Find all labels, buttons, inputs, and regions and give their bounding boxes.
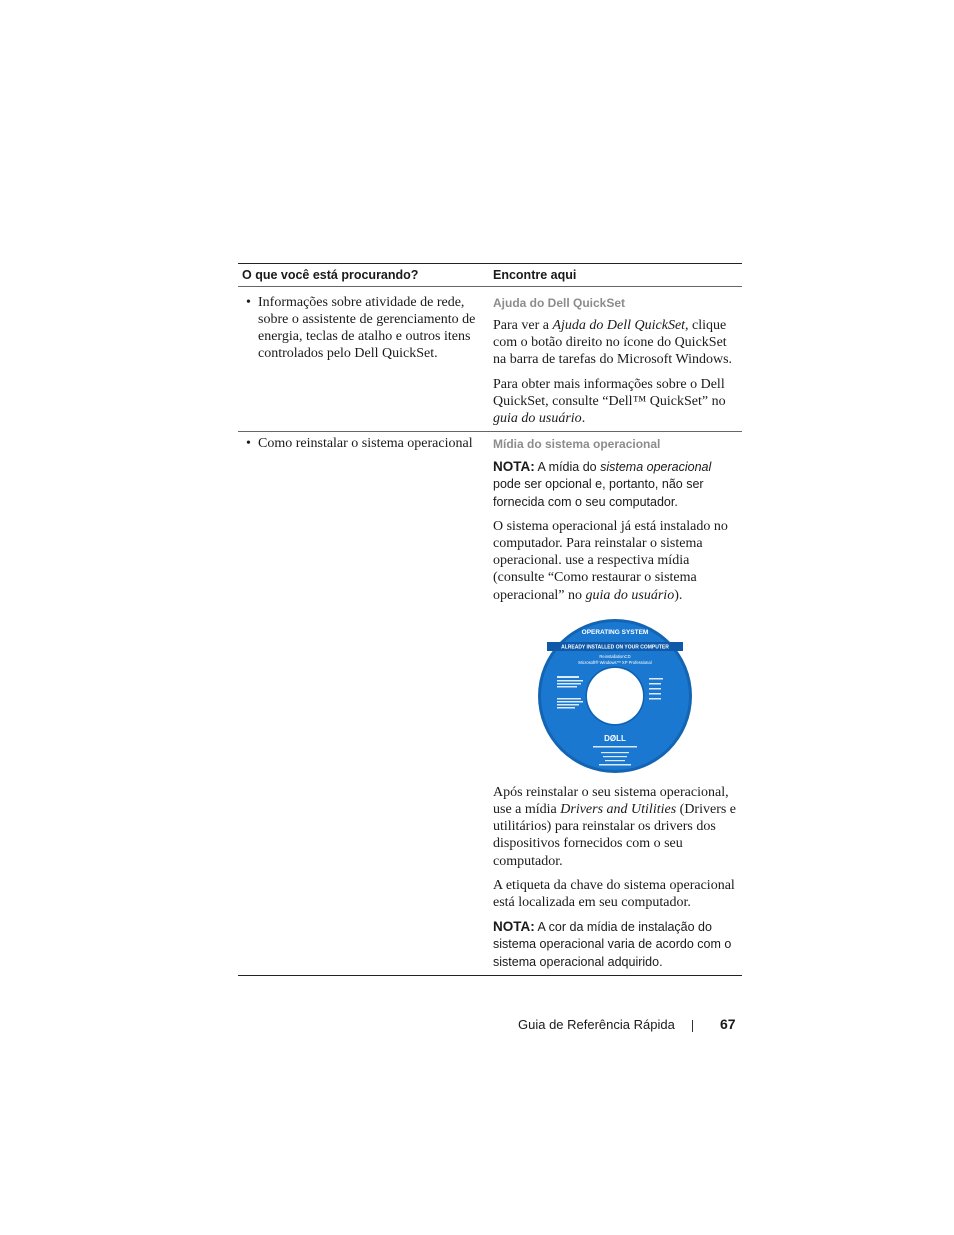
note: NOTA: A mídia do sistema operacional pode ser opcional e, portanto, não ser fornecida com o seu computador.: [493, 459, 712, 509]
paragraph: A etiqueta da chave do sistema operacional está localizada em seu computador.: [493, 877, 735, 911]
note: NOTA: A cor da mídia de instalação do sistema operacional varia de acordo com o sistema operacional adquirido.: [493, 919, 732, 969]
cd-band-1: OPERATING SYSTEM: [581, 628, 648, 636]
row-topic-cell: [238, 293, 493, 431]
cd-line-1: ReinstallationCD: [598, 653, 631, 659]
section-title-os-media: Mídia do sistema operacional: [493, 437, 661, 452]
section-title-quickset-help: Ajuda do Dell QuickSet: [493, 296, 626, 310]
bullet-icon: •: [246, 295, 251, 310]
cd-brand: DØLL: [603, 733, 626, 743]
page-number: 67: [720, 1016, 736, 1032]
os-disc-image: [489, 611, 740, 784]
table-header: [238, 264, 742, 286]
paragraph: O sistema operacional já está instalado no computador. Para reinstalar o sistema operacional. use a respectiva mídia (consulte “Como restaurar o sistema operacional” no guia do usuário).: [493, 518, 728, 603]
paragraph: Após reinstalar o seu sistema operacional, use a mídia Drivers and Utilities (Drivers e utilitários) para reinstalar os drivers dos dispositivos fornecidos com o seu computador.: [493, 784, 737, 869]
lookup-table: [238, 263, 742, 976]
row-source-cell: [493, 293, 742, 431]
bullet-text: Informações sobre atividade de rede, sobre o assistente de gerenciamento de energia, teclas de atalho e outros itens controlados pelo Dell QuickSet.: [258, 295, 476, 361]
row-topic-cell: [238, 434, 493, 975]
paragraph: Para ver a Ajuda do Dell QuickSet, clique com o botão direito no ícone do QuickSet na barra de tarefas do Microsoft Windows.: [493, 318, 733, 368]
page-footer: [0, 1015, 954, 1035]
note-label: NOTA:: [493, 459, 535, 475]
list-item: [246, 435, 493, 452]
note-label: NOTA:: [493, 919, 535, 935]
header-what-looking-for: O que você está procurando?: [242, 268, 419, 282]
paragraph: Para obter mais informações sobre o Dell QuickSet, consulte “Dell™ QuickSet” no guia do usuário.: [493, 376, 726, 427]
header-find-here: Encontre aqui: [493, 268, 577, 282]
bullet-icon: •: [246, 436, 251, 452]
cd-disc-icon: [537, 618, 693, 774]
list-item: [246, 294, 493, 362]
table-row: [238, 432, 742, 975]
cd-band-2: ALREADY INSTALLED ON YOUR COMPUTER: [560, 644, 669, 651]
cd-line-2: Microsoft® Windows™ XP Professional: [577, 659, 652, 665]
footer-separator: [692, 1020, 693, 1032]
footer-title: Guia de Referência Rápida: [518, 1017, 675, 1032]
table-bottom-rule: [238, 975, 742, 976]
table-row: [238, 287, 742, 431]
row-source-cell: [493, 434, 742, 975]
bullet-text: Como reinstalar o sistema operacional: [258, 436, 473, 452]
